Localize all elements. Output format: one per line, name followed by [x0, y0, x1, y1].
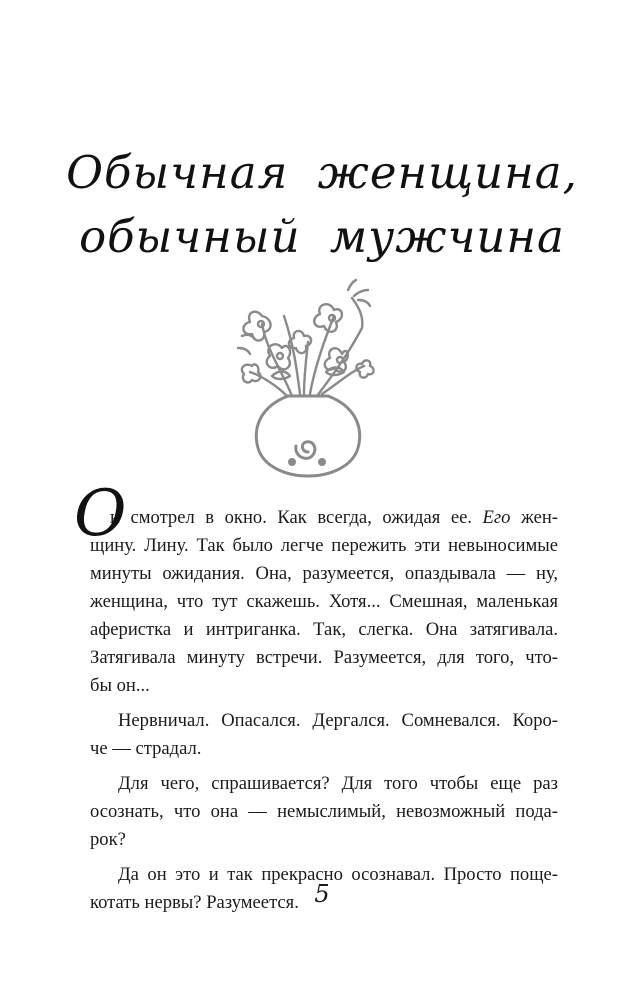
paragraph-1-line: щину. Лину. Так было легче пережить эти невыносимые — [90, 535, 558, 556]
paragraph-4-line: котать нервы? Разумеется. — [90, 892, 299, 913]
paragraph-1-line: аферистка и интриганка. Так, слегка. Она затягивала. — [90, 619, 558, 640]
paragraph-3-line: осознать, что она — немыслимый, невозможный пода- — [90, 801, 558, 822]
flower-vase-icon — [222, 276, 392, 482]
paragraph-1-line: бы он... — [90, 675, 150, 696]
paragraph-1-line-1-end: жен- — [510, 507, 558, 528]
paragraph-4-line: Да он это и так прекрасно осознавал. Просто поще- — [118, 864, 558, 885]
page-number: 5 — [314, 880, 330, 908]
drop-cap: О — [74, 477, 127, 551]
paragraph-1-line: женщина, что тут скажешь. Хотя... Смешная, маленькая — [90, 591, 558, 612]
chapter-title-line-1: Обычная женщина, — [66, 146, 578, 199]
paragraph-1-line: Затягивала минуту встречи. Разумеется, для того, что- — [90, 647, 558, 668]
paragraph-1-line: минуты ожидания. Она, разумеется, опаздывала — ну, — [90, 563, 558, 584]
body-text — [74, 477, 558, 917]
paragraph-3-line: Для чего, спрашивается? Для того чтобы еще раз — [118, 773, 558, 794]
paragraph-3-line: рок? — [90, 829, 126, 850]
chapter-title-line-2: обычный мужчина — [79, 210, 565, 263]
paragraph-2-line: че — страдал. — [90, 738, 202, 759]
paragraph-2-line: Нервничал. Опасался. Дергался. Сомневался. Коро- — [118, 710, 558, 731]
emphasis-text: Его — [482, 507, 511, 528]
paragraph-1-line-1-text: н смотрел в окно. Как всегда, ожидая ее. — [110, 507, 483, 528]
